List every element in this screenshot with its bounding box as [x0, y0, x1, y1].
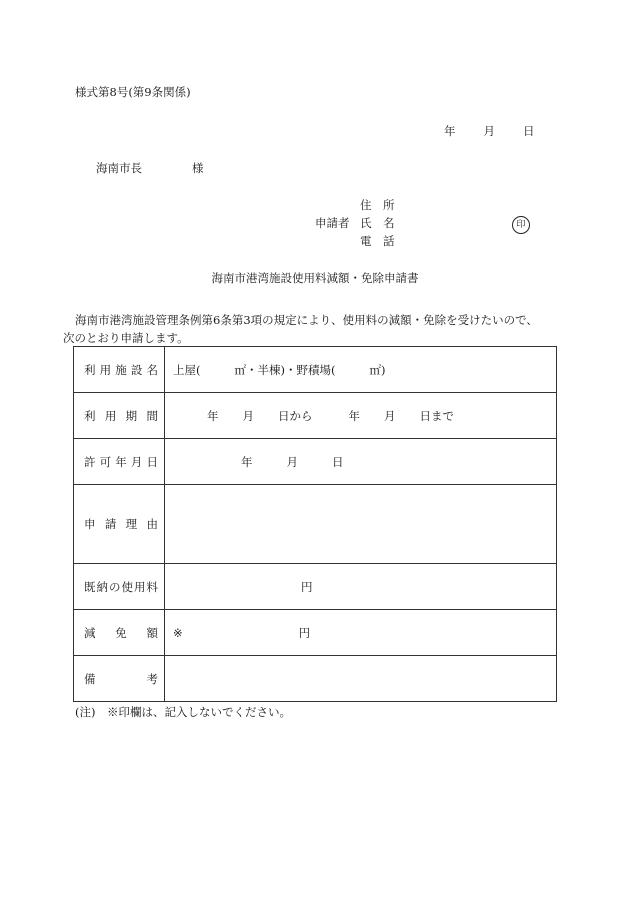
- phone-label: 電 話: [360, 234, 395, 248]
- intro-line-2: 次のとおり申請します。: [63, 331, 189, 345]
- period-month-1: 月: [242, 408, 254, 423]
- facility-field[interactable]: [165, 347, 557, 393]
- row-permit-date: [74, 439, 557, 485]
- permit-year: 年: [241, 454, 253, 469]
- permit-date-label: 許可年月日: [74, 439, 165, 485]
- form-number: 様式第8号(第9条関係): [75, 85, 191, 99]
- address-label: 住 所: [360, 198, 395, 212]
- reduction-yen: 円: [298, 625, 311, 640]
- remarks-field[interactable]: [165, 656, 557, 702]
- unit-sqm-2: ㎡: [369, 362, 381, 377]
- addressee-name: 海南市長: [96, 161, 142, 175]
- date-line: [444, 123, 535, 139]
- row-reason: [74, 485, 557, 564]
- intro-line-1: 海南市港湾施設管理条例第6条第3項の規定により、使用料の減額・免除を受けたいので、: [75, 313, 538, 327]
- date-year: 年: [444, 124, 456, 138]
- reason-label: 申請理由: [74, 485, 165, 564]
- name-label: 氏 名: [360, 216, 395, 230]
- paid-fee-label: 既納の使用料: [74, 564, 165, 610]
- footnote: (注) ※印欄は、記入しないでください。: [75, 705, 291, 719]
- warehouse-text: 上屋(: [173, 362, 201, 377]
- row-facility: [74, 347, 557, 393]
- applicant-role: 申請者: [315, 216, 350, 230]
- period-day-1: 日から: [278, 408, 313, 423]
- applicant-block: [315, 196, 395, 250]
- period-day-2: 日まで: [419, 408, 454, 423]
- seal-mark: 印: [512, 216, 530, 234]
- row-reduction: [74, 610, 557, 656]
- application-table: [73, 346, 557, 702]
- row-paid-fee: [74, 564, 557, 610]
- permit-day: 日: [332, 454, 344, 469]
- permit-month: 月: [286, 454, 298, 469]
- remarks-label: 備 考: [74, 656, 165, 702]
- period-field[interactable]: [165, 393, 557, 439]
- reduction-field: [165, 610, 557, 656]
- intro-paragraph: [63, 311, 558, 347]
- document-title: 海南市港湾施設使用料減額・免除申請書: [211, 271, 419, 285]
- addressee-honorific: 様: [192, 161, 204, 175]
- period-label: 利用期間: [74, 393, 165, 439]
- permit-date-field[interactable]: [165, 439, 557, 485]
- office-use-mark: ※: [173, 625, 183, 640]
- yard-text: ・半棟)・野積場(: [246, 362, 336, 377]
- addressee: [96, 160, 204, 176]
- row-remarks: [74, 656, 557, 702]
- paid-yen: 円: [301, 579, 313, 594]
- reduction-label: 減 免 額: [74, 610, 165, 656]
- close-paren: ): [380, 362, 386, 377]
- date-day: 日: [523, 124, 535, 138]
- facility-label: 利用施設名: [74, 347, 165, 393]
- period-year-1: 年: [207, 408, 219, 423]
- reason-field[interactable]: [165, 485, 557, 564]
- date-month: 月: [483, 124, 495, 138]
- period-month-2: 月: [384, 408, 396, 423]
- paid-fee-field[interactable]: [165, 564, 557, 610]
- row-period: [74, 393, 557, 439]
- unit-sqm-1: ㎡: [234, 362, 246, 377]
- period-year-2: 年: [348, 408, 360, 423]
